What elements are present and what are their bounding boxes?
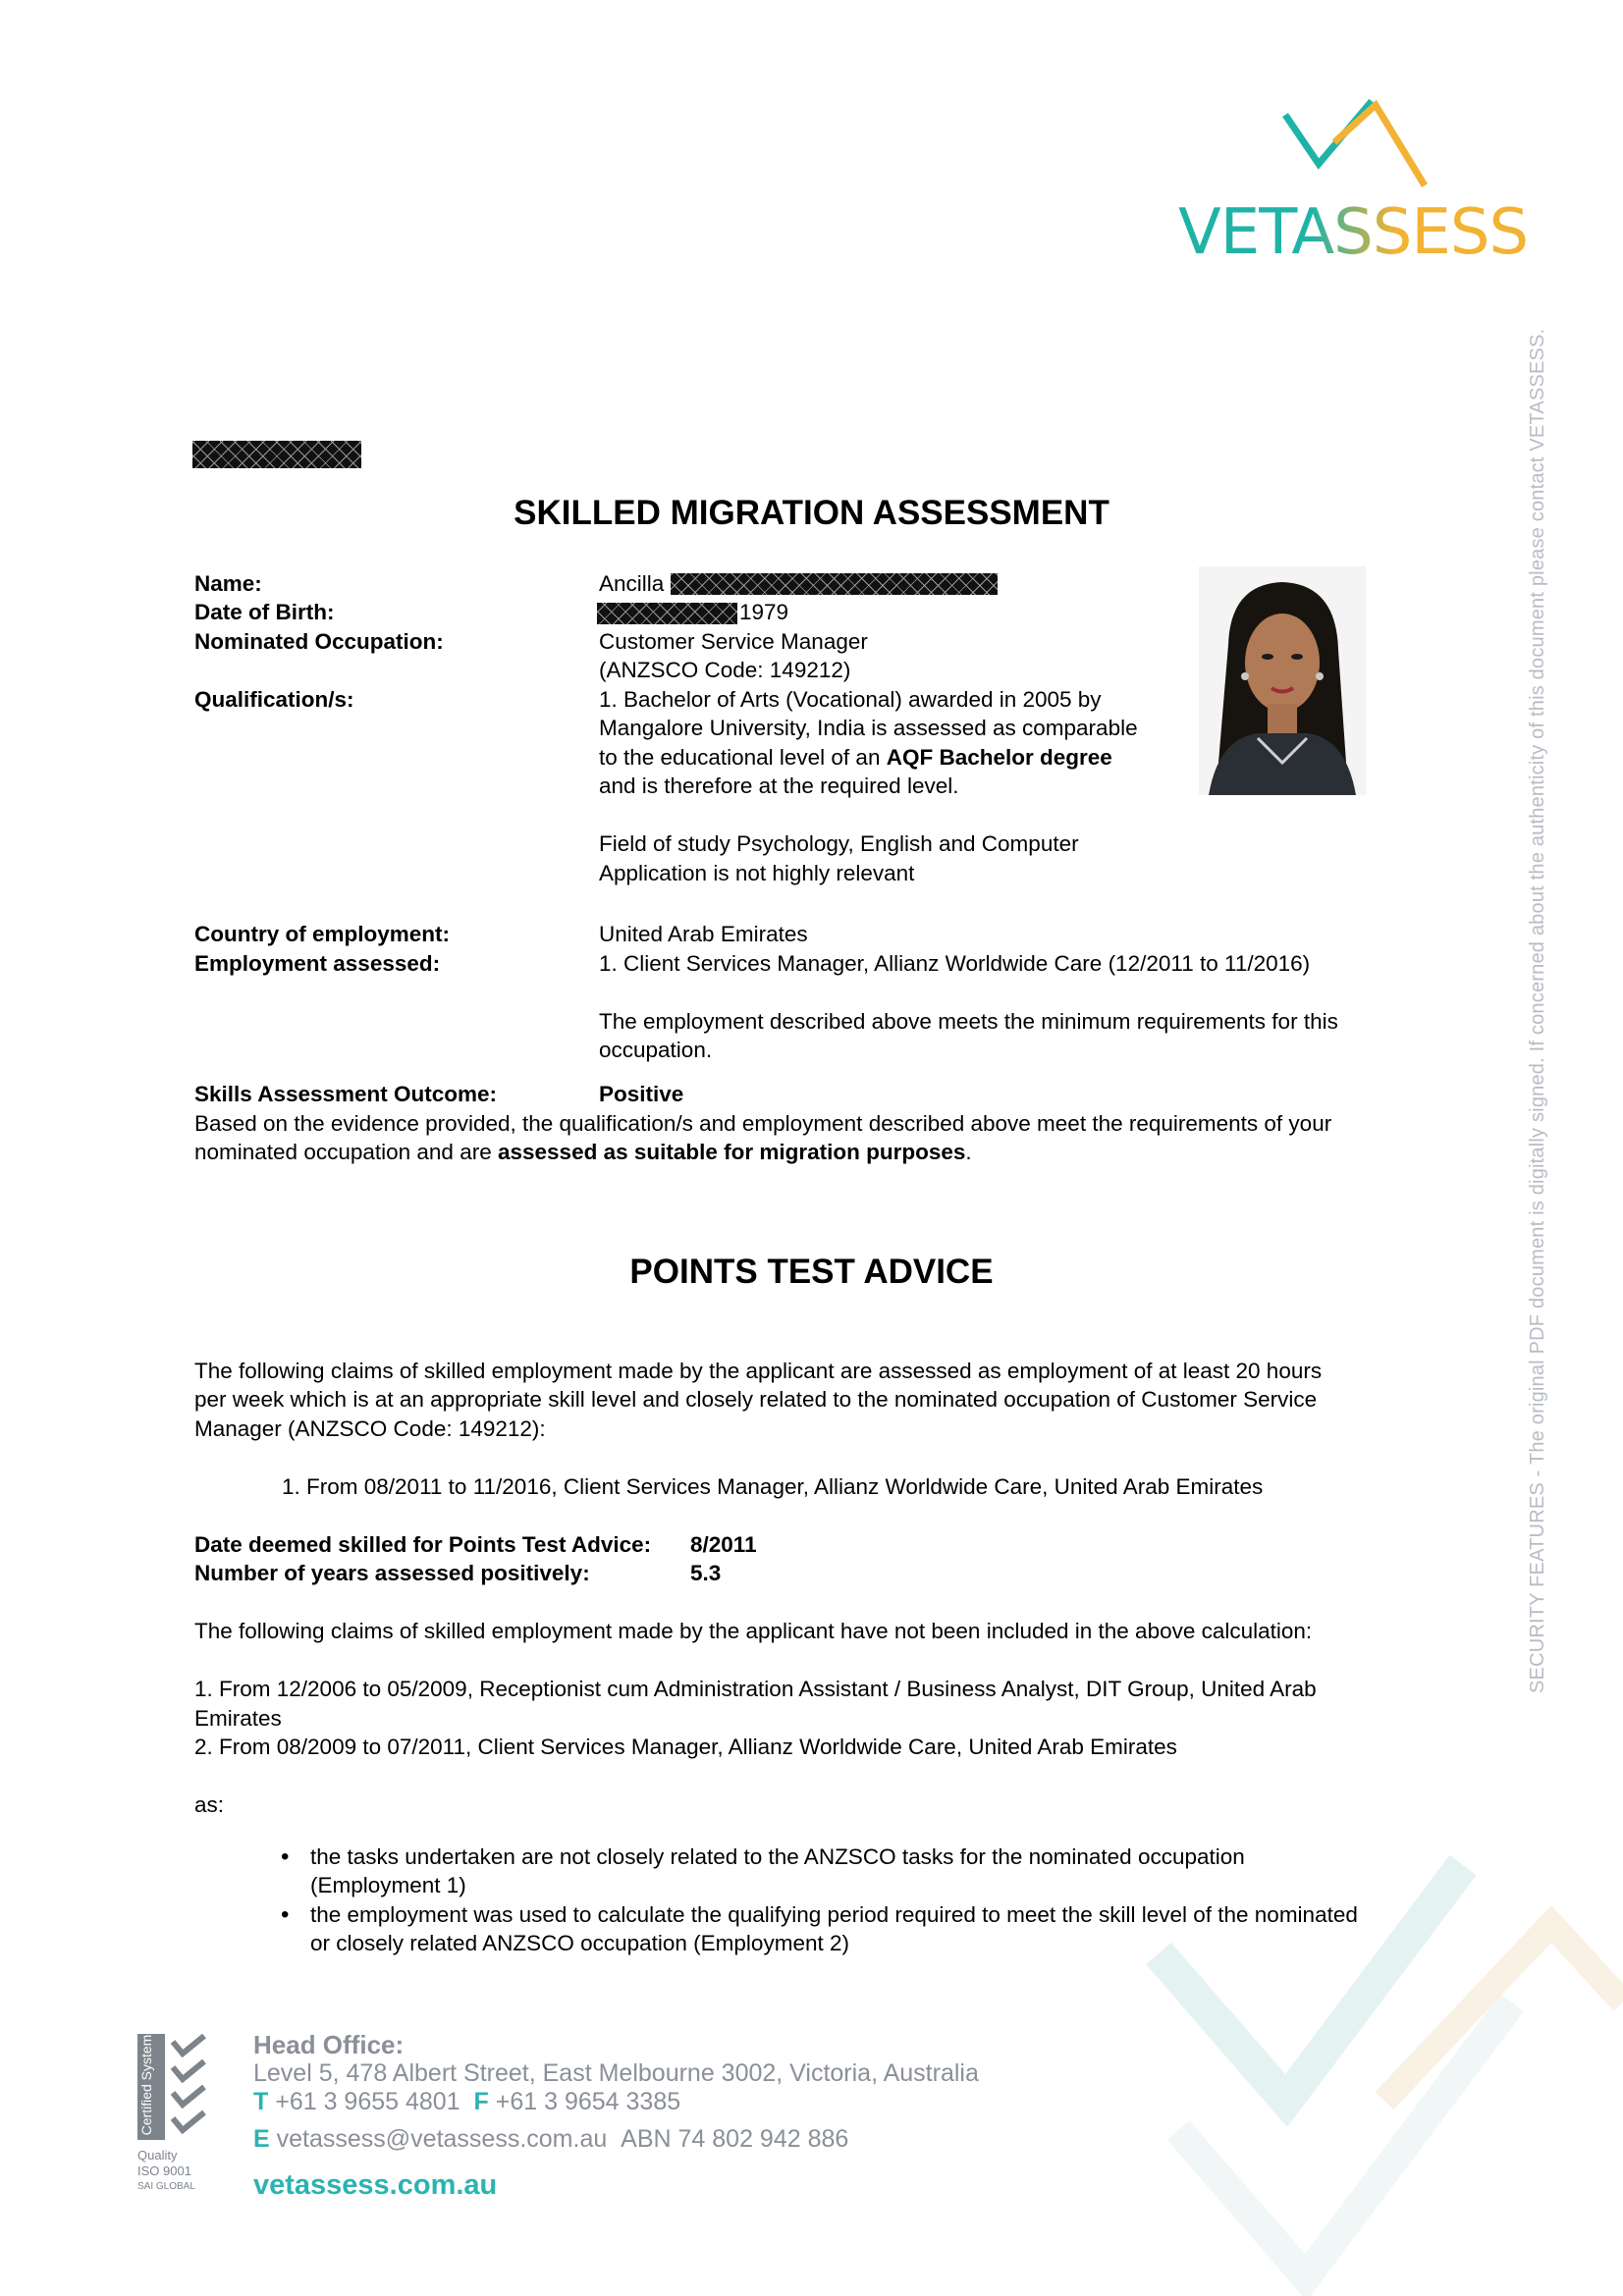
fax-prefix: F — [473, 2088, 489, 2115]
as-label: as: — [194, 1792, 225, 1817]
website-link[interactable]: vetassess.com.au — [253, 2169, 498, 2201]
date-skilled-value: 8/2011 — [690, 1532, 757, 1557]
qualification-line-2: Mangalore University, India is assessed as comparable — [599, 716, 1138, 740]
date-skilled-label: Date deemed skilled for Points Test Advice: — [194, 1532, 652, 1557]
email-address[interactable]: vetassess@vetassess.com.au — [276, 2125, 608, 2153]
field-of-study-line-1: Field of study Psychology, English and Computer — [599, 831, 1079, 856]
vetassess-logo — [1178, 93, 1542, 270]
outcome-label: Skills Assessment Outcome: — [194, 1082, 498, 1106]
iso-text: ISO 9001 — [137, 2163, 191, 2178]
employment-note-line-2: occupation. — [599, 1038, 713, 1062]
occupation-label: Nominated Occupation: — [194, 629, 444, 654]
qualification-line-1: 1. Bachelor of Arts (Vocational) awarded in 2005 by — [599, 687, 1102, 712]
excluded-line-2: Emirates — [194, 1706, 282, 1731]
points-intro-line-2: per week which is at an appropriate skill level and closely related to the nominated occupation of Customer Service — [194, 1387, 1318, 1412]
checkmarks-icon — [169, 2034, 210, 2140]
iso-certification-badge — [135, 2032, 214, 2199]
points-claim-1: 1. From 08/2011 to 11/2016, Client Services Manager, Allianz Worldwide Care, United Arab Emirates — [282, 1474, 1264, 1499]
email-abn-line — [253, 2125, 848, 2154]
phone-fax-line — [253, 2088, 680, 2116]
anzsco-code: (ANZSCO Code: 149212) — [599, 658, 851, 682]
name-label: Name: — [194, 571, 262, 596]
outcome-value: Positive — [599, 1082, 684, 1106]
dob-value: 1979 — [739, 600, 789, 624]
outcome-period: . — [965, 1140, 972, 1164]
certified-system-text: Certified System — [138, 2034, 154, 2136]
logo-wordmark — [1178, 196, 1528, 269]
outcome-line-1: Based on the evidence provided, the qualification/s and employment described above meet the requirements of your — [194, 1111, 1332, 1136]
country-value: United Arab Emirates — [599, 922, 808, 946]
excluded-intro: The following claims of skilled employment made by the applicant have not been included in the above calculation: — [194, 1619, 1313, 1643]
background-chevron-watermark — [1139, 1806, 1623, 2296]
phone-number: +61 3 9655 4801 — [275, 2088, 460, 2115]
aqf-level: AQF Bachelor degree — [886, 745, 1112, 770]
field-of-study-line-2: Application is not highly relevant — [599, 861, 915, 885]
qualification-line-4: and is therefore at the required level. — [599, 774, 959, 798]
qualification-line-3-text: to the educational level of an — [599, 745, 881, 770]
excluded-line-1: 1. From 12/2006 to 05/2009, Receptionist cum Administration Assistant / Business Analyst, DIT Group, United Arab — [194, 1677, 1317, 1701]
applicant-photo — [1199, 566, 1366, 795]
head-office-address: Level 5, 478 Albert Street, East Melbourne 3002, Victoria, Australia — [253, 2059, 979, 2087]
employment-value: 1. Client Services Manager, Allianz Worldwide Care (12/2011 to 11/2016) — [599, 951, 1311, 976]
years-value: 5.3 — [690, 1561, 722, 1585]
name-value: Ancilla — [599, 571, 665, 596]
quality-text: Quality — [137, 2148, 178, 2163]
head-office-label: Head Office: — [253, 2030, 405, 2059]
excluded-line-3: 2. From 08/2009 to 07/2011, Client Services Manager, Allianz Worldwide Care, United Arab Emirates — [194, 1735, 1177, 1759]
years-label: Number of years assessed positively: — [194, 1561, 590, 1585]
assessment-title: SKILLED MIGRATION ASSESSMENT — [514, 494, 1109, 532]
applicant-portrait-icon — [1199, 566, 1366, 795]
reason-bullet-1-cont: (Employment 1) — [310, 1873, 466, 1897]
employment-label: Employment assessed: — [194, 951, 441, 976]
redacted-reference — [192, 441, 361, 468]
reason-bullet-2-cont: or closely related ANZSCO occupation (Employment 2) — [310, 1931, 849, 1955]
logo-wordmark-text: VETASSESS — [1178, 196, 1529, 269]
country-label: Country of employment: — [194, 922, 451, 946]
qualification-line-3 — [599, 743, 1112, 773]
fax-number: +61 3 9654 3385 — [495, 2088, 681, 2115]
reason-bullet-1: • the tasks undertaken are not closely related to the ANZSCO tasks for the nominated occupation — [310, 1842, 1245, 1872]
logo-mark-icon — [1281, 93, 1438, 191]
qualification-label: Qualification/s: — [194, 687, 354, 712]
outcome-line-2-text: nominated occupation and are — [194, 1140, 492, 1164]
occupation-value: Customer Service Manager — [599, 629, 868, 654]
redacted-surname — [671, 573, 998, 595]
points-intro-line-3: Manager (ANZSCO Code: 149212): — [194, 1416, 546, 1441]
redacted-dob — [597, 603, 737, 624]
abn-number: ABN 74 802 942 886 — [621, 2125, 849, 2153]
points-intro-line-1: The following claims of skilled employment made by the applicant are assessed as employment of at least 20 hours — [194, 1359, 1323, 1383]
dob-label: Date of Birth: — [194, 600, 335, 624]
outcome-line-2 — [194, 1138, 972, 1167]
phone-prefix: T — [253, 2088, 269, 2115]
security-features-note: SECURITY FEATURES - The original PDF document is digitally signed. If concerned about the authenticity of this document please contact VETASSESS. — [1527, 328, 1548, 1693]
sai-global-text: SAI GLOBAL — [137, 2181, 195, 2192]
email-prefix: E — [253, 2125, 270, 2153]
points-title: POINTS TEST ADVICE — [629, 1253, 994, 1291]
outcome-suitable: assessed as suitable for migration purposes — [497, 1140, 966, 1164]
employment-note-line-1: The employment described above meets the minimum requirements for this — [599, 1009, 1338, 1034]
reason-bullet-2: • the employment was used to calculate the qualifying period required to meet the skill level of the nominated — [310, 1900, 1358, 1930]
